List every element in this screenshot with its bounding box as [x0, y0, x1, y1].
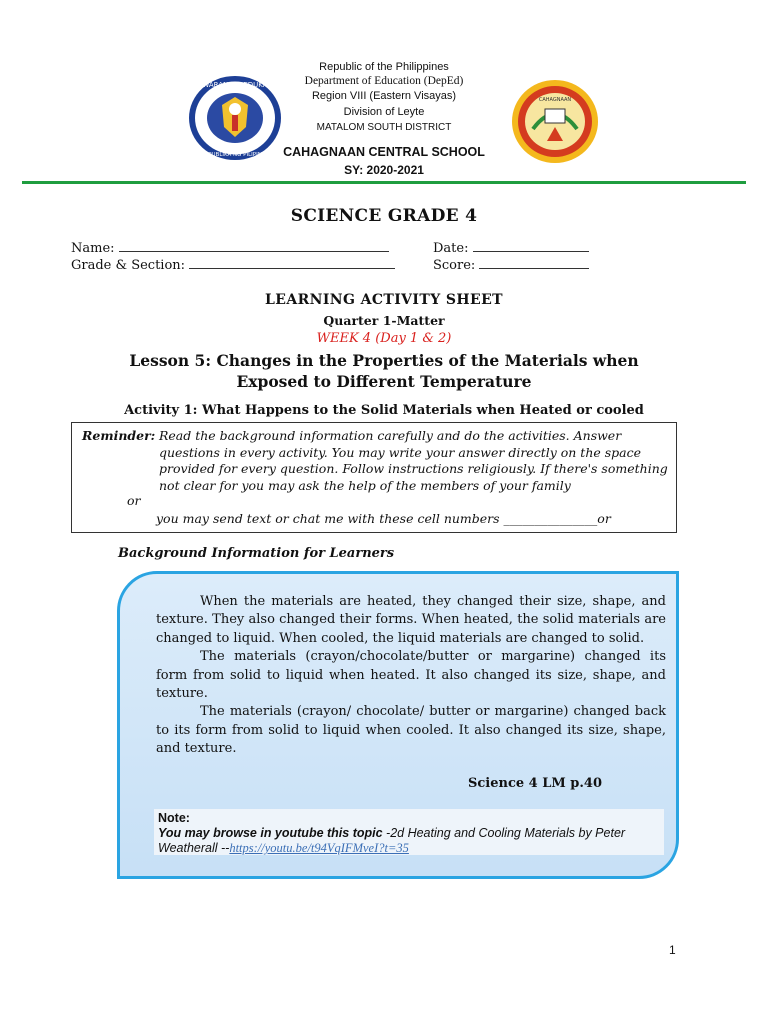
republic-line: Republic of the Philippines: [319, 61, 449, 73]
background-para-1: When the materials are heated, they changed their size, shape, and texture. They also changed their forms. When heated, the solid materials are changed to liquid. When cooled, the liquid materials are changed to solid.: [156, 594, 666, 646]
background-title: Background Information for Learners: [118, 546, 395, 561]
source-citation: Science 4 LM p.40: [467, 776, 602, 791]
name-field[interactable]: [71, 240, 389, 256]
name-blank[interactable]: [119, 240, 389, 252]
activity-title: Activity 1: What Happens to the Solid Materials when Heated or cooled: [124, 403, 644, 418]
district-line: MATALOM SOUTH DISTRICT: [316, 122, 452, 133]
region-line: Region VIII (Eastern Visayas): [311, 90, 457, 102]
grade-section-label: Grade & Section:: [71, 258, 186, 273]
reminder-label: Reminder:: [82, 428, 156, 443]
week-label: WEEK 4 (Day 1 & 2): [316, 331, 452, 346]
note-box: [154, 809, 664, 855]
header-divider: [22, 181, 746, 184]
page-title: SCIENCE GRADE 4: [290, 206, 478, 226]
grade-section-field[interactable]: [71, 257, 395, 273]
svg-text:REPUBLIKA NG PILIPINAS: REPUBLIKA NG PILIPINAS: [200, 152, 270, 158]
deped-line: Department of Education (DepEd): [304, 75, 464, 87]
note-text: -2d Heating and Cooling Materials by Peter Weatherall --: [158, 826, 626, 855]
background-text: [156, 593, 666, 759]
quarter-label: Quarter 1-Matter: [323, 313, 445, 328]
school-year: SY: 2020-2021: [344, 163, 424, 177]
note-bold-text: You may browse in youtube this topic: [158, 826, 383, 840]
lesson-title-line2: Exposed to Different Temperature: [236, 372, 532, 391]
svg-text:CAHAGNAAN: CAHAGNAAN: [538, 97, 572, 103]
name-label: Name:: [71, 241, 115, 256]
reminder-box: [71, 422, 677, 533]
lesson-title-line1: Lesson 5: Changes in the Properties of the Materials when: [129, 351, 639, 370]
page-number: 1: [669, 943, 676, 957]
score-blank[interactable]: [479, 257, 589, 269]
grade-section-blank[interactable]: [189, 257, 395, 269]
school-name: CAHAGNAAN CENTRAL SCHOOL: [283, 145, 485, 159]
reminder-text: Read the background information carefully and do the activities. Answer questions in every activity. You may write your answer directly on the space provided for every question. Follow instructions religiously. If there's something not clear for you may ask the help of the members of your family: [159, 428, 668, 493]
youtube-link[interactable]: https://youtu.be/t94VqIFMveI?t=35: [229, 841, 409, 855]
svg-text:KAGAWARAN NG EDUKASYON: KAGAWARAN NG EDUKASYON: [188, 81, 282, 89]
learning-activity-sheet-heading: LEARNING ACTIVITY SHEET: [265, 292, 503, 308]
date-label: Date:: [433, 241, 469, 256]
note-label: Note:: [158, 811, 190, 825]
background-info-panel: [117, 571, 679, 879]
date-field[interactable]: [433, 240, 589, 256]
background-para-3: The materials (crayon/ chocolate/ butter or margarine) changed back to its form from solid to liquid when cooled. It also changed its size, shape, and texture.: [156, 704, 666, 757]
lesson-title: [0, 350, 768, 392]
reminder-last-line: you may send text or chat me with these cell numbers _______________or: [156, 511, 611, 526]
background-para-2: The materials (crayon/chocolate/butter or margarine) changed its form from solid to liquid when heated. It also changed its size, shape, and texture.: [156, 649, 666, 702]
reminder-or: or: [127, 493, 141, 508]
date-blank[interactable]: [473, 240, 589, 252]
score-field[interactable]: [433, 257, 589, 273]
division-line: Division of Leyte: [343, 106, 425, 118]
score-label: Score:: [433, 258, 476, 273]
